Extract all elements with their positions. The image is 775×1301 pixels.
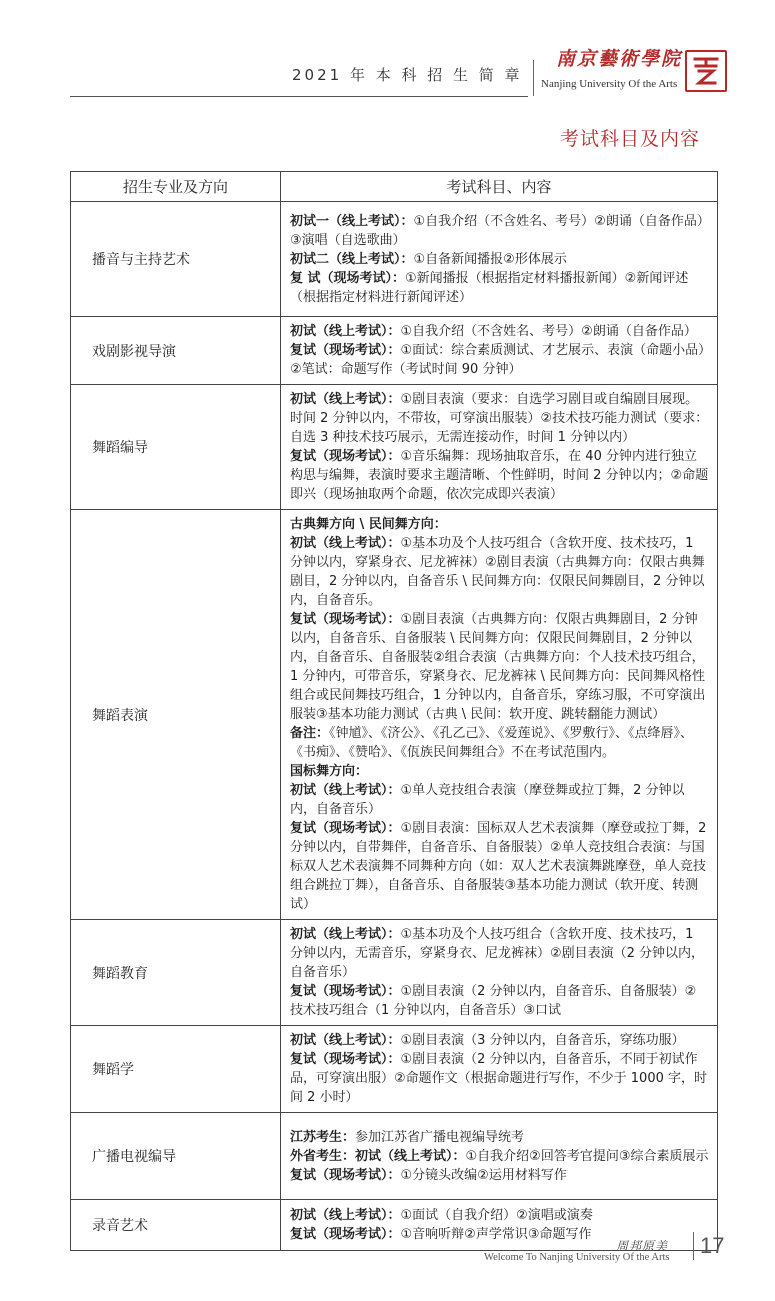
table-header-major: 招生专业及方向	[71, 172, 281, 202]
exam-stage-label: 备注：	[290, 726, 330, 741]
exam-line	[290, 982, 709, 1020]
exam-stage-detail: ①面试（自我介绍）②演唱或演奏	[400, 1208, 593, 1223]
exam-line	[290, 1128, 709, 1147]
exam-stage-label: 初试（线上考试）：	[290, 392, 401, 407]
major-name: 舞蹈学	[71, 1026, 281, 1113]
header-rule	[70, 96, 528, 97]
exam-line	[290, 269, 709, 307]
exam-stage-detail: ①剧目表演：国标双人艺术表演舞（摩登或拉丁舞，2 分钟以内，自带舞伴，自备音乐、自备服装）②单人竞技组合表演：与国标双人艺术表演舞不同舞种方向（如：双人艺术表演舞跳摩登，单人竞技组合跳拉丁舞），自备音乐、自备服装③基本功能力测试（软开度、转测试）	[290, 821, 707, 912]
table-row	[71, 202, 718, 317]
exam-stage-detail: ①基本功及个人技巧组合（含软开度、技术技巧，1 分钟以内，无需音乐，穿紧身衣、尼龙裤袜）②剧目表演（2 分钟以内，自备音乐）	[290, 927, 705, 980]
exam-stage-label: 复试（现场考试）：	[290, 1227, 401, 1242]
section-title: 考试科目及内容	[559, 128, 700, 150]
exam-stage-label: 复试（现场考试）：	[290, 984, 401, 999]
exam-line	[290, 925, 709, 982]
exam-stage-label: 初试一（线上考试）：	[290, 213, 414, 229]
exam-stage-label: 江苏考生：	[290, 1129, 356, 1145]
exam-stage-detail: ①音乐编舞：现场抽取音乐，在 40 分钟内进行独立构思与编舞，表演时要求主题清晰、个性鲜明，时间 2 分钟以内；②命题即兴（现场抽取两个命题，依次完成即兴表演）	[290, 449, 709, 502]
exam-stage-label: 复试（现场考试）：	[290, 343, 401, 358]
exam-content	[281, 920, 718, 1026]
exam-line	[290, 1031, 709, 1050]
header-separator	[533, 60, 534, 96]
exam-stage-detail: 《钟馗》、《济公》、《孔乙己》、《爱莲说》、《罗敷行》、《点绛唇》、《书痴》、《赞哈》、《佤族民间舞组合》不在考试范围内。	[290, 726, 694, 760]
exam-stage-detail: ①剧目表演（3 分钟以内，自备音乐，穿练功服）	[400, 1033, 685, 1048]
exam-line	[290, 212, 709, 250]
table-row	[71, 1026, 718, 1113]
major-name: 舞蹈编导	[71, 385, 281, 510]
university-name-en: Nanjing University Of the Arts	[541, 78, 678, 90]
exam-stage-detail: ①剧目表演（2 分钟以内，自备音乐、自备服装）②技术技巧组合（1 分钟以内，自备音乐）③口试	[290, 984, 697, 1018]
exam-stage-detail: 参加江苏省广播电视编导统考	[355, 1129, 525, 1145]
exam-stage-label: 复试（现场考试）：	[290, 1167, 401, 1183]
exam-stage-detail: ①单人竞技组合表演（摩登舞或拉丁舞，2 分钟以内，自备音乐）	[290, 783, 685, 817]
exam-line	[290, 724, 709, 762]
major-name: 录音艺术	[71, 1200, 281, 1251]
exam-content	[281, 510, 718, 920]
exam-content	[281, 202, 718, 317]
footer-separator	[693, 1232, 694, 1260]
table-header-content: 考试科目、内容	[281, 172, 718, 202]
exam-stage-detail: ①面试：综合素质测试、才艺展示、表演（命题小品）②笔试：命题写作（考试时间 90 分钟）	[290, 343, 705, 377]
exam-stage-label: 初试（线上考试）：	[290, 324, 401, 339]
exam-line	[290, 341, 709, 379]
exam-line	[290, 1147, 709, 1166]
exam-stage-detail: ①自备新闻播报②形体展示	[413, 251, 567, 267]
university-logo-text: 南京藝術學院	[556, 48, 683, 70]
exam-content	[281, 317, 718, 385]
exam-stage-detail: ①剧目表演（2 分钟以内，自备音乐，不同于初试作品，可穿演出服）②命题作文（根据命题进行写作，不少于 1000 字，时间 2 小时）	[290, 1052, 708, 1105]
exam-stage-label: 古典舞方向 \ 民间舞方向：	[290, 517, 447, 532]
exam-stage-label: 外省考生：初试（线上考试）：	[290, 1148, 466, 1164]
header-title: 2021 年 本 科 招 生 简 章	[292, 66, 523, 84]
exam-stage-label: 初试（线上考试）：	[290, 536, 401, 551]
exam-stage-label: 复试（现场考试）：	[290, 1052, 401, 1067]
exam-stage-label: 初试二（线上考试）：	[290, 251, 414, 267]
exam-line	[290, 762, 709, 781]
table-row	[71, 385, 718, 510]
exam-content	[281, 1113, 718, 1200]
exam-line	[290, 1050, 709, 1107]
major-name: 播音与主持艺术	[71, 202, 281, 317]
footer-slogan: 周邦原美	[616, 1239, 669, 1253]
page-number: 17	[700, 1233, 725, 1258]
exam-line	[290, 515, 709, 534]
exam-stage-label: 初试（线上考试）：	[290, 783, 401, 798]
exam-line	[290, 781, 709, 819]
table-row	[71, 510, 718, 920]
exam-line	[290, 1166, 709, 1185]
exam-line	[290, 390, 709, 447]
exam-line	[290, 322, 709, 341]
exam-stage-detail: ①基本功及个人技巧组合（含软开度、技术技巧，1 分钟以内，穿紧身衣、尼龙裤袜）②剧目表演（古典舞方向：仅限古典舞剧目，2 分钟以内，自备音乐 \ 民间舞方向：仅限民间舞剧目，2 分钟以内，自备音乐。	[290, 536, 705, 608]
exam-content	[281, 385, 718, 510]
exam-stage-label: 国标舞方向：	[290, 764, 369, 779]
table-row	[71, 1113, 718, 1200]
footer-welcome-text: Welcome To Nanjing University Of the Arts	[484, 1252, 670, 1263]
exam-content	[281, 1026, 718, 1113]
table-row	[71, 317, 718, 385]
exam-stage-detail: ①剧目表演（要求：自选学习剧目或自编剧目展现。时间 2 分钟以内，不带妆，可穿演出服装）②技术技巧能力测试（要求：自选 3 种技术技巧展示，无需连接动作，时间 1 分钟以内）	[290, 392, 709, 445]
exam-line	[290, 610, 709, 724]
exam-stage-detail: ①新闻播报（根据指定材料播报新闻）②新闻评述（根据指定材料进行新闻评述）	[290, 270, 689, 305]
major-name: 舞蹈表演	[71, 510, 281, 920]
exam-stage-detail: ①音响听辩②声学常识③命题写作	[400, 1227, 592, 1242]
table-row	[71, 920, 718, 1026]
exam-stage-detail: ①自我介绍（不含姓名、考号）②朗诵（自备作品）③演唱（自选歌曲）	[290, 213, 704, 248]
exam-line	[290, 1206, 709, 1225]
major-name: 戏剧影视导演	[71, 317, 281, 385]
seal-logo-icon	[685, 50, 727, 92]
exam-stage-detail: ①剧目表演（古典舞方向：仅限古典舞剧目，2 分钟以内，自备音乐、自备服装 \ 民间舞方向：仅限民间舞剧目，2 分钟以内，自备音乐、自备服装②组合表演（古典舞方向：个人技术技巧组合，1 分钟内，可带音乐，穿紧身衣、尼龙裤袜 \ 民间舞方向：民间舞风格性组合或民间舞技巧组合，1 分钟以内，自备音乐，穿练习服，不可穿演出服装③基本功能力测试（古典 \ 民间：软开度、跳转翻能力测试）	[290, 612, 706, 722]
exam-stage-label: 复 试（现场考试）：	[290, 270, 406, 286]
exam-line	[290, 534, 709, 610]
exam-stage-detail: ①自我介绍（不含姓名、考号）②朗诵（自备作品）	[400, 324, 697, 339]
major-name: 舞蹈教育	[71, 920, 281, 1026]
exam-line	[290, 250, 709, 269]
exam-line	[290, 819, 709, 914]
exam-stage-detail: ①自我介绍②回答考官提问③综合素质展示	[465, 1148, 709, 1164]
exam-stage-label: 初试（线上考试）：	[290, 927, 401, 942]
exam-stage-label: 复试（现场考试）：	[290, 821, 401, 836]
major-name: 广播电视编导	[71, 1113, 281, 1200]
exam-subjects-table	[70, 171, 718, 1251]
exam-stage-label: 初试（线上考试）：	[290, 1208, 401, 1223]
exam-stage-label: 复试（现场考试）：	[290, 449, 401, 464]
exam-line	[290, 447, 709, 504]
exam-stage-label: 初试（线上考试）：	[290, 1033, 401, 1048]
exam-stage-label: 复试（现场考试）：	[290, 612, 401, 627]
exam-stage-detail: ①分镜头改编②运用材料写作	[400, 1167, 567, 1183]
